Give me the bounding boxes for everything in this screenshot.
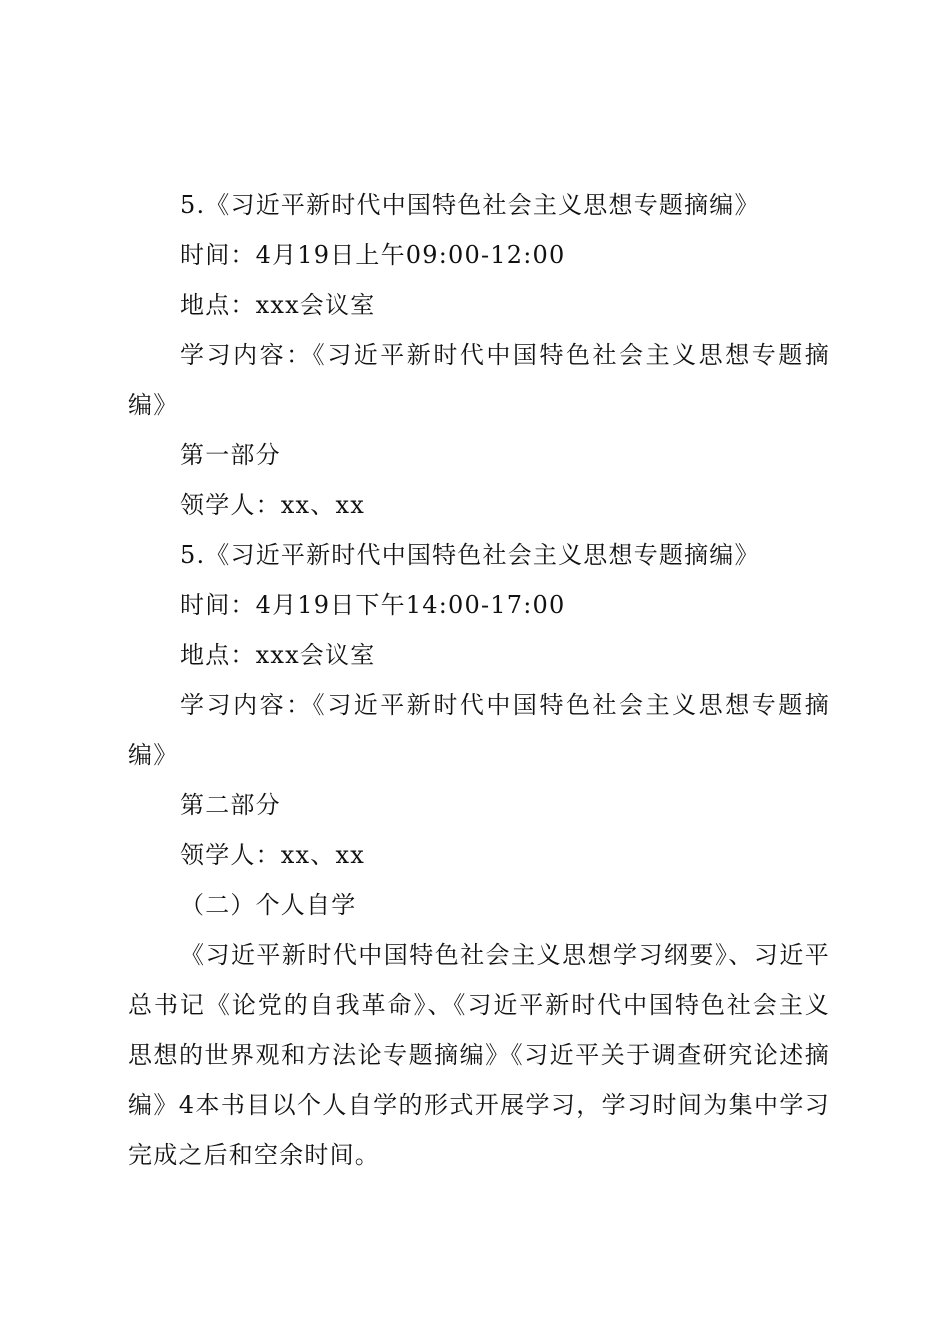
session-2-part: 第二部分 (180, 791, 281, 819)
document-body (128, 180, 830, 1180)
self-study-heading: （二）个人自学 (180, 891, 357, 919)
session-1-place: 地点：xxx会议室 (180, 291, 376, 319)
session-1-content: 学习内容：《习近平新时代中国特色社会主义思想专题摘编》 (128, 341, 830, 419)
session-1-part: 第一部分 (180, 441, 281, 469)
session-2-place: 地点：xxx会议室 (180, 641, 376, 669)
session-1-time: 时间：4月19日上午09:00-12:00 (180, 241, 566, 269)
session-1-leader: 领学人：xx、xx (180, 491, 365, 519)
session-2-time: 时间：4月19日下午14:00-17:00 (180, 591, 566, 619)
self-study-body: 《习近平新时代中国特色社会主义思想学习纲要》、习近平总书记《论党的自我革命》、《习近平新时代中国特色社会主义思想的世界观和方法论专题摘编》《习近平关于调查研究论述摘编》4本书目以个人自学的形式开展学习，学习时间为集中学习完成之后和空余时间。 (128, 941, 830, 1169)
session-2-title: 5.《习近平新时代中国特色社会主义思想专题摘编》 (180, 541, 760, 569)
session-1-title: 5.《习近平新时代中国特色社会主义思想专题摘编》 (180, 191, 760, 219)
session-2-leader: 领学人：xx、xx (180, 841, 365, 869)
session-2-content: 学习内容：《习近平新时代中国特色社会主义思想专题摘编》 (128, 691, 830, 769)
